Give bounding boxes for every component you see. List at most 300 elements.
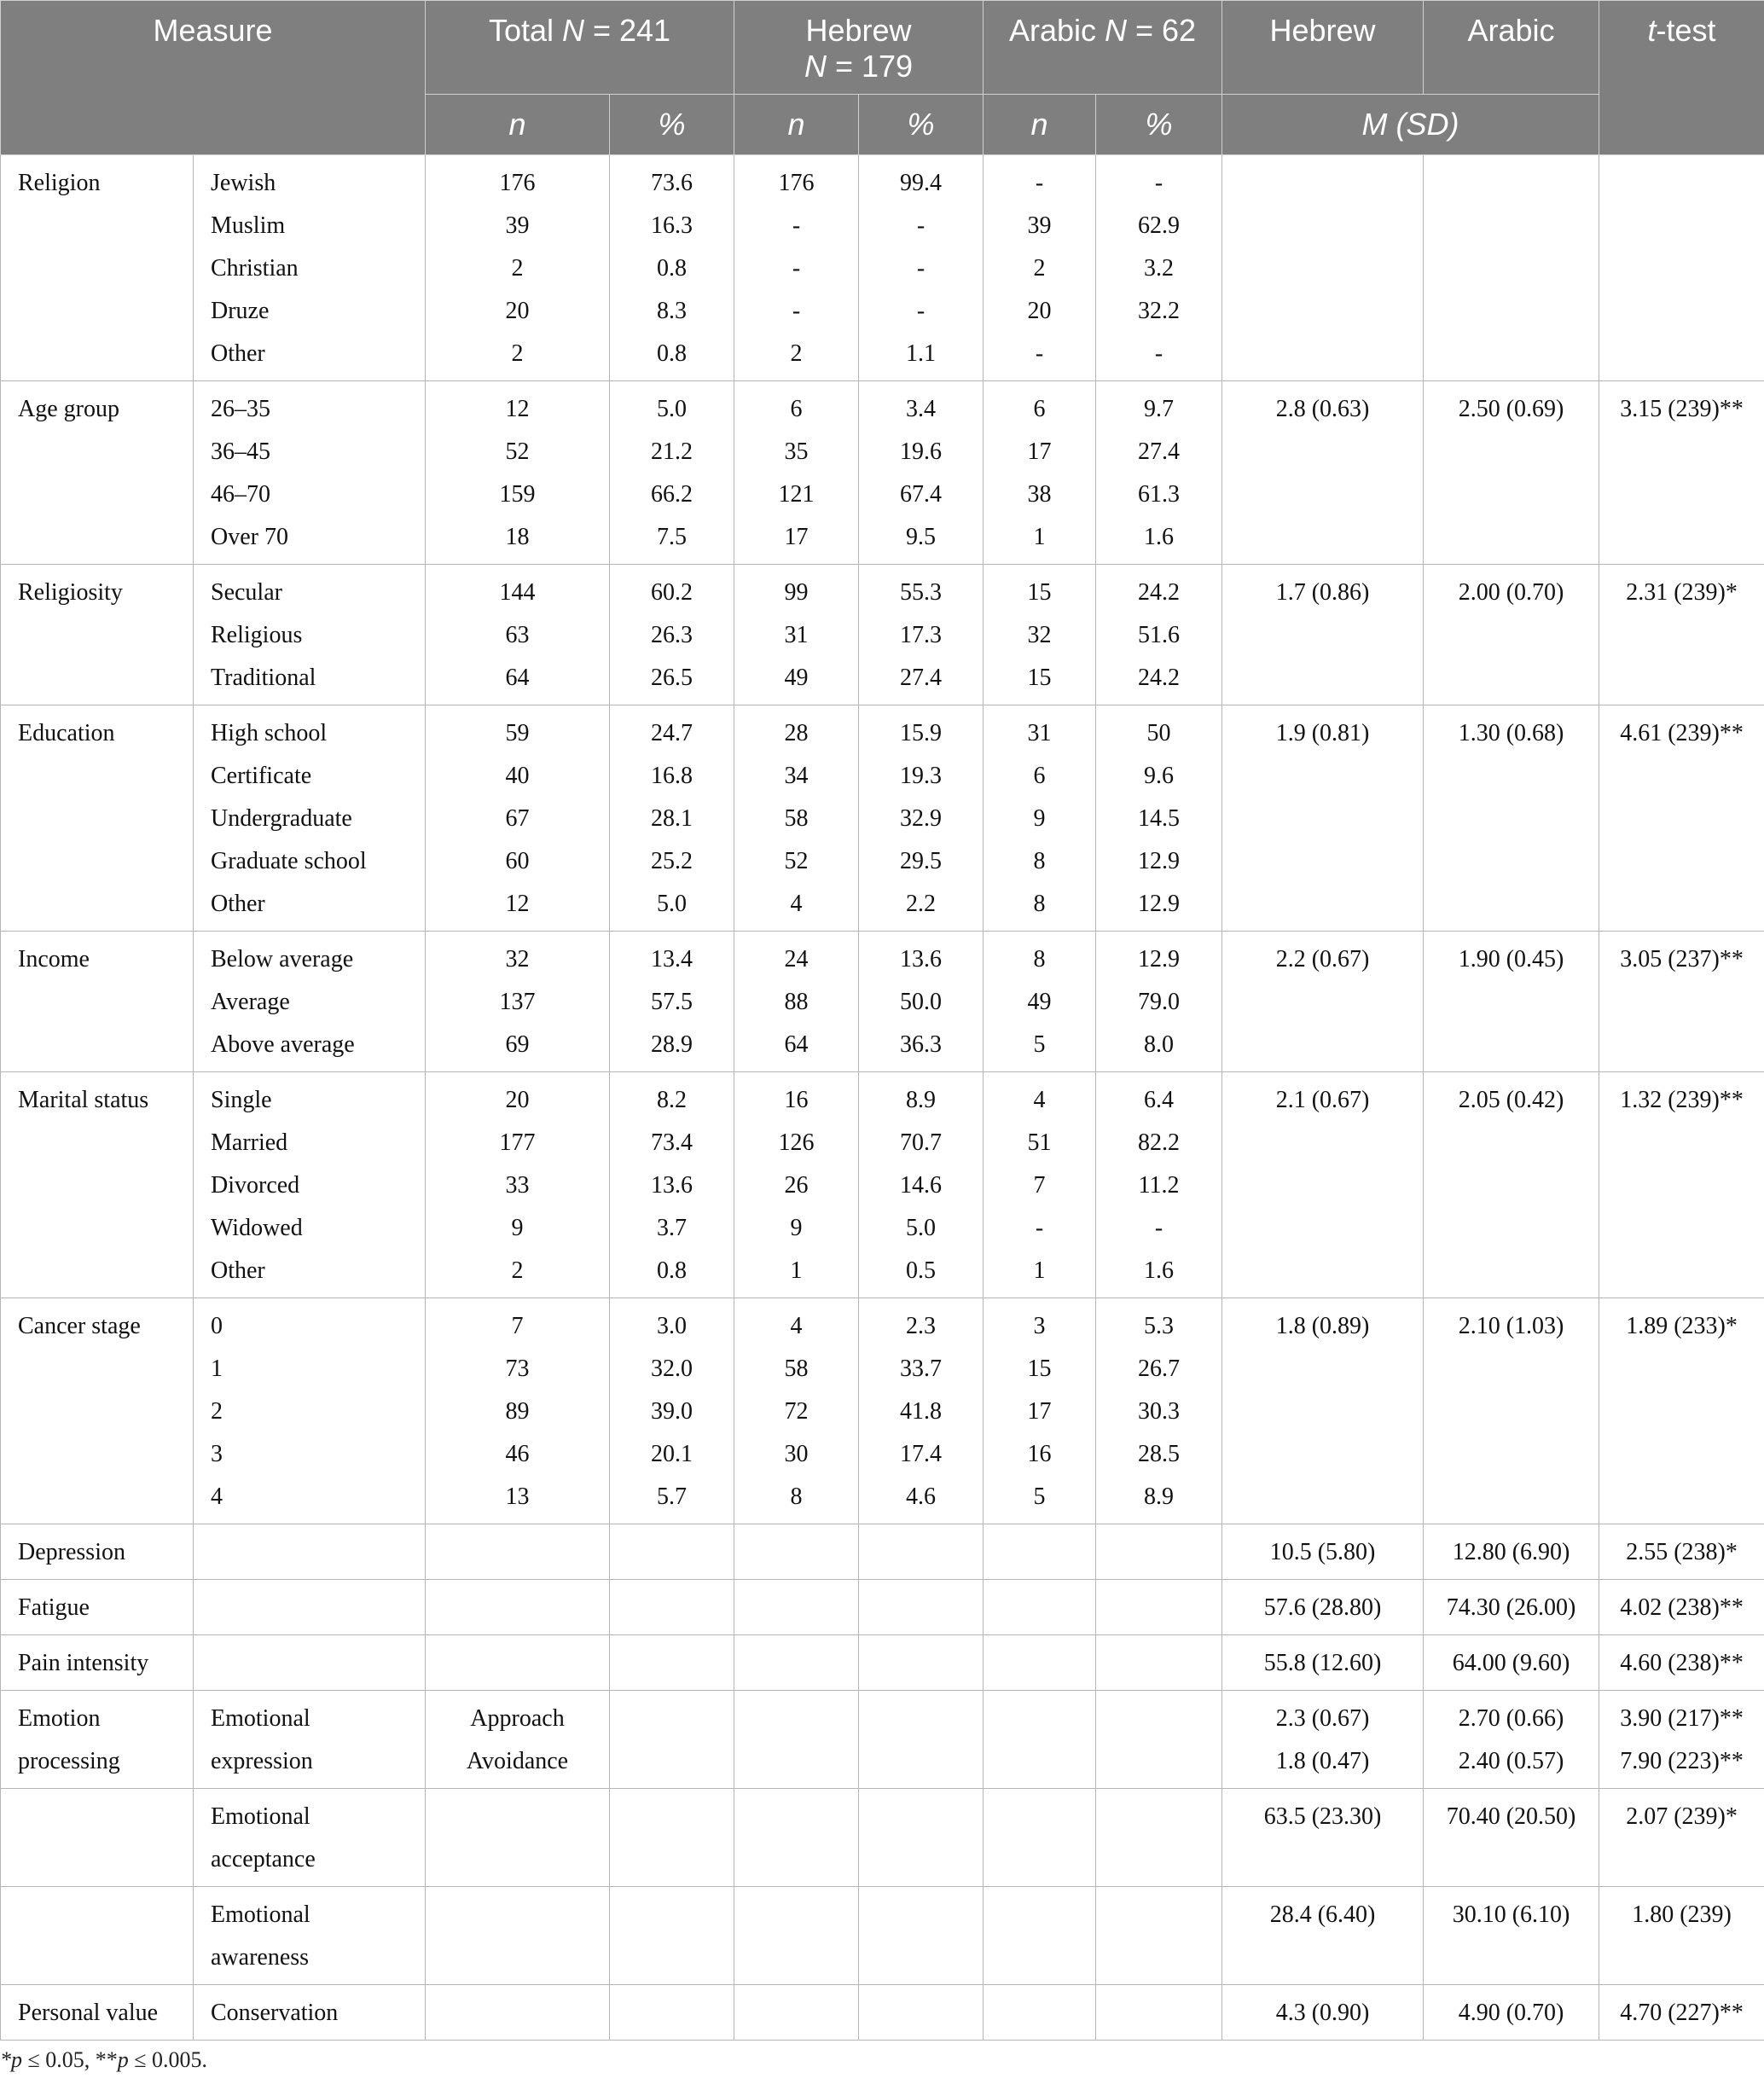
hebrew-n-cell (734, 1887, 859, 1985)
total-pct: 8.2 (657, 1087, 687, 1113)
arabic-n: 31 (1027, 720, 1052, 746)
arabic-n-cell (984, 155, 1096, 381)
arabic-msd: 2.10 (1.03) (1458, 1313, 1564, 1339)
hebrew-n: 6 (790, 396, 803, 422)
total-pct: 3.7 (657, 1215, 687, 1241)
total-n: 2 (511, 340, 524, 367)
arabic-n-cell (984, 1789, 1096, 1887)
ttest-value-cell (1599, 1887, 1764, 1985)
total-n: 9 (511, 1215, 524, 1241)
total-n: 73 (505, 1356, 530, 1382)
hebrew-msd-cell (1222, 1691, 1424, 1789)
hebrew-n-cell (734, 1580, 859, 1635)
arabic-pct: 9.6 (1144, 763, 1175, 789)
hebrew-n-cell (734, 565, 859, 705)
total-pct-cell (610, 1524, 734, 1580)
arabic-pct: 12.9 (1138, 891, 1181, 917)
hebrew-pct: 50.0 (900, 989, 943, 1015)
hebrew-n-cell (734, 1691, 859, 1789)
measure-label-cell (1, 1524, 194, 1580)
hebrew-pct: 4.6 (906, 1483, 937, 1510)
arabic-msd-cell (1424, 1887, 1599, 1985)
arabic-n: 5 (1033, 1483, 1046, 1510)
arabic-msd-cell (1424, 381, 1599, 565)
total-n-cell (426, 1985, 610, 2041)
hebrew-pct-cell (859, 932, 984, 1072)
arabic-pct: 51.6 (1138, 622, 1181, 648)
hebrew-n: 9 (790, 1215, 803, 1241)
hebrew-pct: 36.3 (900, 1031, 943, 1058)
hebrew-n: 88 (784, 989, 809, 1015)
hebrew-pct: 0.5 (906, 1257, 937, 1284)
arabic-n: 7 (1033, 1172, 1046, 1199)
total-n-cell (426, 1635, 610, 1691)
category-cell (194, 381, 426, 565)
category: Traditional (211, 665, 316, 691)
arabic-pct-cell (1096, 705, 1222, 932)
total-n: 12 (505, 891, 530, 917)
total-pct-cell (610, 381, 734, 565)
header-total: Total N = 241 (426, 1, 734, 95)
hebrew-n-cell (734, 381, 859, 565)
hebrew-msd-cell (1222, 1887, 1424, 1985)
hebrew-pct: 9.5 (906, 524, 937, 550)
hebrew-msd: 2.8 (0.63) (1275, 396, 1370, 422)
category-cell (194, 705, 426, 932)
arabic-msd-cell (1424, 1072, 1599, 1298)
category: Muslim (211, 212, 286, 239)
hebrew-pct: 27.4 (900, 665, 943, 691)
hebrew-n: 58 (784, 805, 809, 832)
arabic-msd: 1.30 (0.68) (1458, 720, 1564, 746)
category: Below average (211, 946, 354, 972)
arabic-msd-cell (1424, 1789, 1599, 1887)
total-n: 144 (499, 579, 536, 606)
total-n: 69 (505, 1031, 530, 1058)
total-n: 176 (499, 170, 536, 196)
ttest-value-cell (1599, 1985, 1764, 2041)
hebrew-msd: 28.4 (6.40) (1269, 1901, 1376, 1928)
arabic-pct-cell (1096, 155, 1222, 381)
category: Other (211, 1257, 265, 1284)
header-total-pct: % (610, 95, 734, 155)
arabic-msd-cell (1424, 705, 1599, 932)
total-n: 40 (505, 763, 530, 789)
ttest-value: 7.90 (223)** (1620, 1748, 1744, 1774)
category: Above average (211, 1031, 355, 1058)
hebrew-pct: 8.9 (906, 1087, 937, 1113)
hebrew-pct: 29.5 (900, 848, 943, 874)
category: 26–35 (211, 396, 270, 422)
header-arabic-pct: % (1096, 95, 1222, 155)
arabic-msd-cell (1424, 1691, 1599, 1789)
table-row (1, 565, 1764, 705)
total-n-cell (426, 1691, 610, 1789)
total-n-cell (426, 155, 610, 381)
measure-label-cell (1, 1635, 194, 1691)
arabic-n: 39 (1027, 212, 1052, 239)
hebrew-pct: 55.3 (900, 579, 943, 606)
arabic-n: 16 (1027, 1441, 1052, 1467)
category: 1 (211, 1356, 223, 1382)
arabic-msd: 70.40 (20.50) (1446, 1803, 1576, 1830)
category-cell (194, 1789, 426, 1887)
arabic-n-cell (984, 1580, 1096, 1635)
measure-label: Religiosity (18, 579, 123, 606)
ttest-value-cell (1599, 1635, 1764, 1691)
total-pct: 21.2 (651, 438, 693, 465)
total-n: 63 (505, 622, 530, 648)
arabic-n: 17 (1027, 1398, 1052, 1425)
category: Certificate (211, 763, 312, 789)
hebrew-msd-cell (1222, 1072, 1424, 1298)
total-n: 18 (505, 524, 530, 550)
category: Widowed (211, 1215, 303, 1241)
arabic-pct: 1.6 (1144, 1257, 1175, 1284)
arabic-pct: 11.2 (1138, 1172, 1180, 1199)
arabic-n: 49 (1027, 989, 1052, 1015)
hebrew-n: 64 (784, 1031, 809, 1058)
total-pct-cell (610, 155, 734, 381)
total-pct: 26.5 (651, 665, 693, 691)
total-pct: 16.8 (651, 763, 693, 789)
total-pct: 24.7 (651, 720, 693, 746)
total-pct: 0.8 (657, 1257, 687, 1284)
table-row (1, 1524, 1764, 1580)
arabic-n: 17 (1027, 438, 1052, 465)
ttest-value-cell (1599, 155, 1764, 381)
category-cell (194, 155, 426, 381)
total-pct-cell (610, 1789, 734, 1887)
arabic-pct: 1.6 (1144, 524, 1175, 550)
measure-label-part: processing (18, 1748, 120, 1774)
category: 36–45 (211, 438, 270, 465)
table-row (1, 381, 1764, 565)
total-n: 67 (505, 805, 530, 832)
total-n: 20 (505, 298, 530, 324)
total-pct-cell (610, 1072, 734, 1298)
ttest-value-cell (1599, 932, 1764, 1072)
category: Religious (211, 622, 303, 648)
hebrew-pct-cell (859, 1580, 984, 1635)
ttest-value: 3.90 (217)** (1620, 1705, 1744, 1732)
hebrew-pct-cell (859, 1298, 984, 1524)
arabic-msd-cell (1424, 1635, 1599, 1691)
arabic-msd: 12.80 (6.90) (1452, 1539, 1570, 1565)
hebrew-msd: 2.1 (0.67) (1275, 1087, 1370, 1113)
arabic-pct-cell (1096, 565, 1222, 705)
arabic-n: 6 (1033, 763, 1046, 789)
header-hebrew: Hebrew N = 179 (734, 1, 984, 95)
ttest-value: 1.80 (239) (1632, 1901, 1732, 1928)
hebrew-msd-cell (1222, 381, 1424, 565)
arabic-pct: 27.4 (1138, 438, 1181, 465)
hebrew-pct: 41.8 (900, 1398, 943, 1425)
hebrew-pct: 14.6 (900, 1172, 943, 1199)
hebrew-n: 28 (784, 720, 809, 746)
hebrew-msd: 2.2 (0.67) (1275, 946, 1370, 972)
arabic-pct: 24.2 (1138, 665, 1181, 691)
arabic-n: 5 (1033, 1031, 1046, 1058)
category-label-part: acceptance (211, 1846, 316, 1872)
arabic-pct-cell (1096, 1298, 1222, 1524)
category-label-part: Emotional (211, 1803, 310, 1830)
table-row (1, 705, 1764, 932)
hebrew-pct: 13.6 (900, 946, 943, 972)
arabic-msd: 2.00 (0.70) (1458, 579, 1564, 606)
table-row (1, 155, 1764, 381)
hebrew-n: 16 (784, 1087, 809, 1113)
arabic-pct: 6.4 (1144, 1087, 1175, 1113)
hebrew-pct-cell (859, 381, 984, 565)
hebrew-n: - (792, 255, 801, 282)
table-row (1, 1985, 1764, 2041)
hebrew-n: 4 (790, 891, 803, 917)
hebrew-msd: 1.8 (0.47) (1275, 1748, 1370, 1774)
arabic-msd-cell (1424, 1580, 1599, 1635)
ttest-value: 2.55 (238)* (1626, 1539, 1738, 1565)
hebrew-n-cell (734, 1072, 859, 1298)
arabic-pct-cell (1096, 381, 1222, 565)
table-row (1, 1298, 1764, 1524)
arabic-pct: - (1154, 1215, 1163, 1241)
arabic-pct-cell (1096, 1789, 1222, 1887)
ttest-value-cell (1599, 1524, 1764, 1580)
arabic-msd: 30.10 (6.10) (1452, 1901, 1570, 1928)
total-pct: 5.7 (657, 1483, 687, 1510)
category: 46–70 (211, 481, 270, 508)
arabic-n: 15 (1027, 665, 1052, 691)
hebrew-msd-cell (1222, 705, 1424, 932)
arabic-pct: 3.2 (1144, 255, 1175, 282)
hebrew-pct: - (916, 212, 926, 239)
header-hebrew-stat: Hebrew (1222, 1, 1424, 95)
arabic-n: 51 (1027, 1129, 1052, 1156)
hebrew-n-cell (734, 1524, 859, 1580)
arabic-pct: 50 (1146, 720, 1171, 746)
category-cell (194, 932, 426, 1072)
measure-label-part: Emotion (18, 1705, 101, 1732)
total-n: Approach (470, 1705, 565, 1732)
total-pct: 20.1 (651, 1441, 693, 1467)
arabic-msd: 4.90 (0.70) (1458, 2000, 1564, 2026)
arabic-pct: 12.9 (1138, 848, 1181, 874)
total-n: 89 (505, 1398, 530, 1425)
category: 2 (211, 1398, 223, 1425)
total-n-cell (426, 1789, 610, 1887)
total-n: 2 (511, 255, 524, 282)
arabic-n-cell (984, 1985, 1096, 2041)
hebrew-n: 49 (784, 665, 809, 691)
hebrew-n: 34 (784, 763, 809, 789)
total-n: 159 (499, 481, 536, 508)
total-n: 46 (505, 1441, 530, 1467)
arabic-n: 6 (1033, 396, 1046, 422)
hebrew-msd: 1.9 (0.81) (1275, 720, 1370, 746)
category-cell (194, 1635, 426, 1691)
measure-label: Cancer stage (18, 1313, 141, 1339)
header-msd: M (SD) (1222, 95, 1599, 155)
category-cell (194, 1887, 426, 1985)
arabic-pct: 24.2 (1138, 579, 1181, 606)
hebrew-pct-cell (859, 565, 984, 705)
hebrew-n: 30 (784, 1441, 809, 1467)
category: Average (211, 989, 290, 1015)
total-pct-cell (610, 1635, 734, 1691)
hebrew-n: 31 (784, 622, 809, 648)
arabic-pct-cell (1096, 1524, 1222, 1580)
arabic-n: 15 (1027, 579, 1052, 606)
total-n: 39 (505, 212, 530, 239)
measure-label: Pain intensity (18, 1650, 149, 1676)
category: Divorced (211, 1172, 300, 1199)
measure-label: Religion (18, 170, 101, 196)
ttest-value-cell (1599, 1298, 1764, 1524)
table-row (1, 1072, 1764, 1298)
hebrew-msd: 4.3 (0.90) (1275, 2000, 1370, 2026)
arabic-n: 8 (1033, 946, 1046, 972)
total-pct: 16.3 (651, 212, 693, 239)
hebrew-n-cell (734, 1635, 859, 1691)
table-header (1, 1, 1764, 155)
arabic-n-cell (984, 381, 1096, 565)
total-pct: 32.0 (651, 1356, 693, 1382)
total-n: 177 (499, 1129, 536, 1156)
header-total-n: n (426, 95, 610, 155)
hebrew-n: 1 (790, 1257, 803, 1284)
total-pct: 73.6 (651, 170, 693, 196)
measure-label: Income (18, 946, 90, 972)
hebrew-pct-cell (859, 1887, 984, 1985)
hebrew-pct: 2.2 (906, 891, 937, 917)
category-cell (194, 1985, 426, 2041)
ttest-value: 4.70 (227)** (1620, 2000, 1744, 2026)
total-n-cell (426, 932, 610, 1072)
total-pct: 13.4 (651, 946, 693, 972)
arabic-n-cell (984, 1887, 1096, 1985)
hebrew-n: 4 (790, 1313, 803, 1339)
footnote: *p ≤ 0.05, **p ≤ 0.005. (0, 2047, 208, 2072)
hebrew-pct: 99.4 (900, 170, 943, 196)
arabic-msd: 2.50 (0.69) (1458, 396, 1564, 422)
arabic-pct-cell (1096, 1580, 1222, 1635)
hebrew-n: 121 (778, 481, 815, 508)
total-n-cell (426, 1887, 610, 1985)
measure-label: Depression (18, 1539, 125, 1565)
hebrew-pct: 5.0 (906, 1215, 937, 1241)
hebrew-msd: 63.5 (23.30) (1263, 1803, 1382, 1830)
arabic-pct: 14.5 (1138, 805, 1181, 832)
hebrew-n: - (792, 298, 801, 324)
category-label-part: Emotional (211, 1705, 310, 1732)
hebrew-n-cell (734, 705, 859, 932)
ttest-value: 3.15 (239)** (1620, 396, 1744, 422)
hebrew-n: 176 (778, 170, 815, 196)
category: Christian (211, 255, 299, 282)
measure-label-cell (1, 932, 194, 1072)
ttest-value-cell (1599, 705, 1764, 932)
measure-label-cell (1, 1887, 194, 1985)
hebrew-pct: 67.4 (900, 481, 943, 508)
hebrew-msd: 1.8 (0.89) (1275, 1313, 1370, 1339)
category: Over 70 (211, 524, 288, 550)
hebrew-pct-cell (859, 705, 984, 932)
arabic-msd: 1.90 (0.45) (1458, 946, 1564, 972)
total-pct-cell (610, 1887, 734, 1985)
measure-label: Personal value (18, 2000, 159, 2026)
hebrew-n: 52 (784, 848, 809, 874)
hebrew-n: - (792, 212, 801, 239)
category: Married (211, 1129, 288, 1156)
header-hebrew-n: n (734, 95, 859, 155)
total-n-cell (426, 705, 610, 932)
arabic-pct-cell (1096, 1072, 1222, 1298)
category-label-part: awareness (211, 1944, 310, 1971)
hebrew-msd-cell (1222, 1635, 1424, 1691)
total-n: 13 (505, 1483, 530, 1510)
total-pct: 39.0 (651, 1398, 693, 1425)
total-pct: 26.3 (651, 622, 693, 648)
arabic-pct: 5.3 (1144, 1313, 1175, 1339)
category: 3 (211, 1441, 223, 1467)
arabic-pct: 9.7 (1144, 396, 1175, 422)
total-n: 137 (499, 989, 536, 1015)
arabic-pct: 32.2 (1138, 298, 1181, 324)
total-pct-cell (610, 932, 734, 1072)
total-n-cell (426, 565, 610, 705)
hebrew-pct: 32.9 (900, 805, 943, 832)
category-cell (194, 1072, 426, 1298)
total-n: 33 (505, 1172, 530, 1199)
hebrew-n-cell (734, 1985, 859, 2041)
hebrew-msd: 10.5 (5.80) (1269, 1539, 1376, 1565)
hebrew-n: 72 (784, 1398, 809, 1425)
total-n-cell (426, 1524, 610, 1580)
total-pct-cell (610, 1580, 734, 1635)
arabic-msd: 2.05 (0.42) (1458, 1087, 1564, 1113)
arabic-n: 9 (1033, 805, 1046, 832)
arabic-msd-cell (1424, 1298, 1599, 1524)
hebrew-msd-cell (1222, 1298, 1424, 1524)
total-n-cell (426, 1072, 610, 1298)
measure-label-cell (1, 565, 194, 705)
arabic-n: 32 (1027, 622, 1052, 648)
hebrew-msd-cell (1222, 1524, 1424, 1580)
total-pct: 13.6 (651, 1172, 693, 1199)
arabic-n-cell (984, 1298, 1096, 1524)
table-body (1, 155, 1764, 2041)
ttest-value-cell (1599, 565, 1764, 705)
total-n-cell (426, 1298, 610, 1524)
category: Druze (211, 298, 270, 324)
hebrew-msd: 2.3 (0.67) (1275, 1705, 1370, 1732)
total-n: 59 (505, 720, 530, 746)
total-pct: 28.9 (651, 1031, 693, 1058)
hebrew-pct: 17.4 (900, 1441, 943, 1467)
hebrew-n: 17 (784, 524, 809, 550)
arabic-pct: 8.0 (1144, 1031, 1175, 1058)
total-pct: 0.8 (657, 255, 687, 282)
total-pct: 5.0 (657, 891, 687, 917)
arabic-n: 20 (1027, 298, 1052, 324)
header-arabic: Arabic N = 62 (984, 1, 1222, 95)
hebrew-pct: - (916, 255, 926, 282)
total-pct: 7.5 (657, 524, 687, 550)
category-cell (194, 565, 426, 705)
hebrew-n: 24 (784, 946, 809, 972)
hebrew-n: 99 (784, 579, 809, 606)
hebrew-msd: 1.7 (0.86) (1275, 579, 1370, 606)
